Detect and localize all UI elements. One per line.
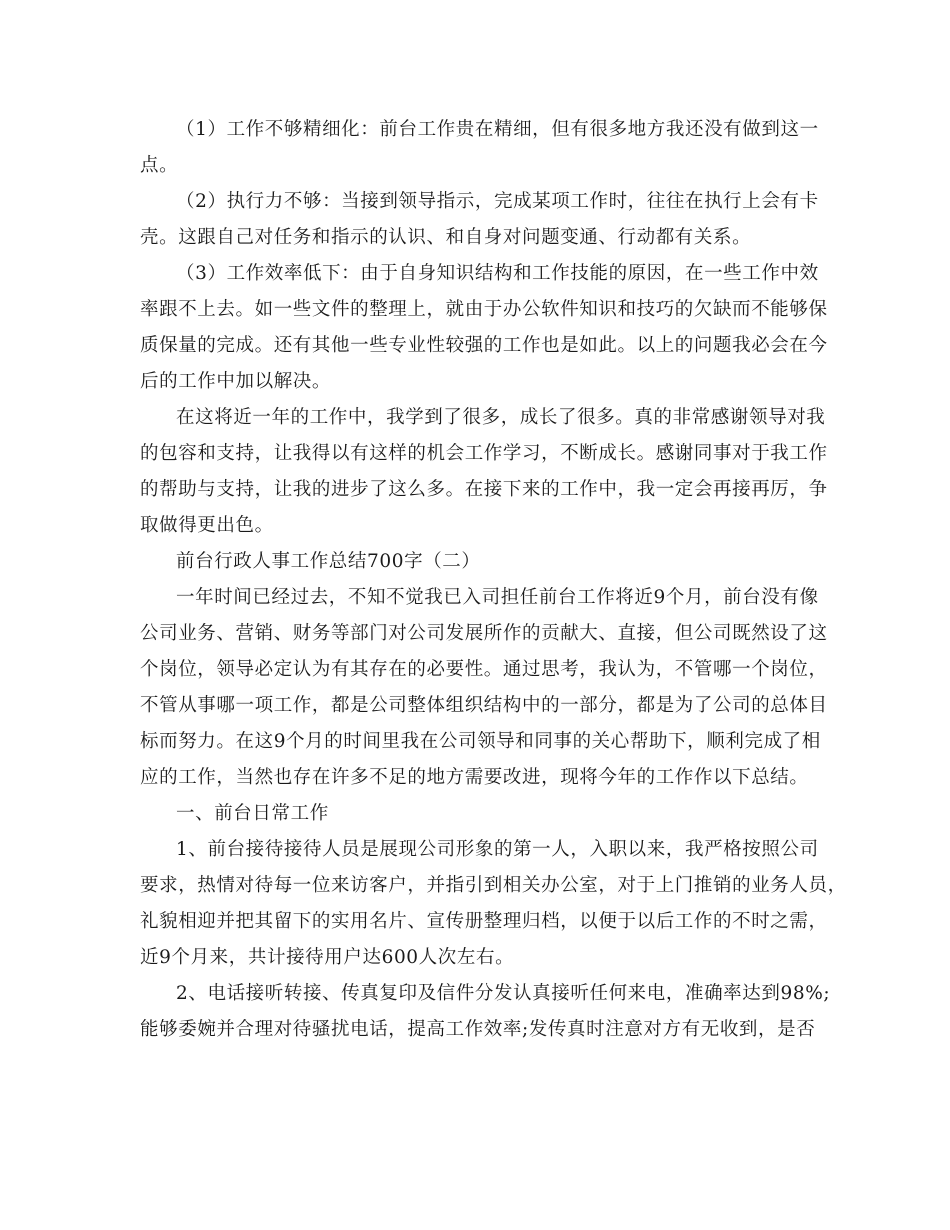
paragraph-line: 后的工作中加以解决。: [140, 371, 332, 392]
section-heading: 前台行政人事工作总结700字（二）: [176, 551, 481, 572]
paragraph-line: 1、前台接待接待人员是展现公司形象的第一人，入职以来，我严格按照公司: [176, 839, 819, 860]
paragraph-line: 能够委婉并合理对待骚扰电话，提高工作效率;发传真时注意对方有无收到，是否: [140, 1019, 816, 1040]
paragraph-line: 公司业务、营销、财务等部门对公司发展所作的贡献大、直接，但公司既然设了这: [140, 623, 828, 644]
paragraph-line: 率跟不上去。如一些文件的整理上，就由于办公软件知识和技巧的欠缺而不能够保: [140, 299, 828, 320]
paragraph-line: 取做得更出色。: [140, 515, 274, 536]
paragraph-line: 不管从事哪一项工作，都是公司整体组织结构中的一部分，都是为了公司的总体目: [140, 695, 828, 716]
paragraph-line: 质保量的完成。还有其他一些专业性较强的工作也是如此。以上的问题我必会在今: [140, 335, 828, 356]
paragraph-line: 的帮助与支持，让我的进步了这么多。在接下来的工作中，我一定会再接再厉，争: [140, 479, 828, 500]
paragraph-line: 2、电话接听转接、传真复印及信件分发认真接听任何来电，准确率达到98%;: [176, 983, 831, 1004]
paragraph-line: 的包容和支持，让我得以有这样的机会工作学习，不断成长。感谢同事对于我工作: [140, 443, 828, 464]
paragraph-line: 应的工作，当然也存在许多不足的地方需要改进，现将今年的工作作以下总结。: [140, 767, 809, 788]
paragraph-line: 近9个月来，共计接待用户达600人次左右。: [140, 947, 515, 968]
paragraph-line: 一年时间已经过去，不知不觉我已入司担任前台工作将近9个月，前台没有像: [176, 587, 819, 608]
section-heading: 一、前台日常工作: [176, 803, 329, 824]
paragraph-line: （2）执行力不够：当接到领导指示，完成某项工作时，往往在执行上会有卡: [176, 191, 819, 212]
paragraph-line: 礼貌相迎并把其留下的实用名片、宣传册整理归档，以便于以后工作的不时之需，: [140, 911, 828, 932]
paragraph-line: 要求，热情对待每一位来访客户，并指引到相关办公室，对于上门推销的业务人员，: [140, 875, 847, 896]
paragraph-line: 个岗位，领导必定认为有其存在的必要性。通过思考，我认为，不管哪一个岗位，: [140, 659, 828, 680]
paragraph-line: （3）工作效率低下：由于自身知识结构和工作技能的原因，在一些工作中效: [176, 263, 819, 284]
paragraph-line: 在这将近一年的工作中，我学到了很多，成长了很多。真的非常感谢领导对我: [176, 407, 826, 428]
paragraph-line: （1）工作不够精细化：前台工作贵在精细，但有很多地方我还没有做到这一: [176, 119, 819, 140]
paragraph-line: 壳。这跟自己对任务和指示的认识、和自身对问题变通、行动都有关系。: [140, 227, 752, 248]
paragraph-line: 标而努力。在这9个月的时间里我在公司领导和同事的关心帮助下，顺利完成了相: [140, 731, 821, 752]
paragraph-line: 点。: [140, 155, 179, 176]
